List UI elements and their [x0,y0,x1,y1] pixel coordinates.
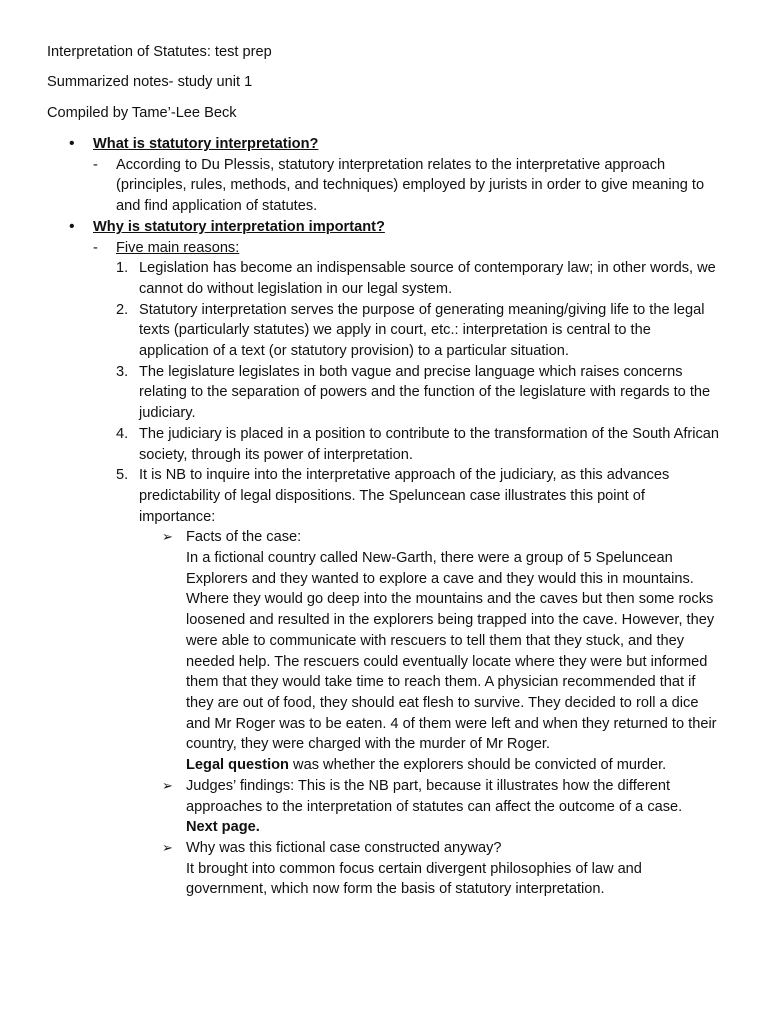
reason-text: It is NB to inquire into the interpretative approach of the judiciary, as this advances predictability of legal dispositions. The Speluncean case illustrates this point of importance: [139,467,670,525]
reason-number: 1. [116,260,129,277]
reason-text: Legislation has become an indispensable source of contemporary law; in other words, we cannot do without legislation in our legal system. [139,260,716,297]
why-heading: Why was this fictional case constructed anyway? [186,839,502,856]
bullet-marker: • [69,135,75,152]
document-title: Interpretation of Statutes: test prep [47,44,272,60]
reason-text: The legislature legislates in both vague and precise language which raises concerns relating to the separation of powers and the function of the legislature with regards to the judiciary. [139,363,711,422]
reason-item [0,465,768,527]
reason-number: 4. [116,425,129,442]
section-heading-what: What is statutory interpretation? [93,136,319,152]
dash-marker: - [93,239,98,256]
why-text: It brought into common focus certain divergent philosophies of law and government, which now form the basis of statutory interpretation. [186,860,642,898]
facts-text: In a fictional country called New-Garth, there were a group of 5 Speluncean Explorers and they wanted to explore a cave and they would this in mountains. Where they would go deep into the mountains and the caves but then some rocks loosened and resulted in the explorers being trapped into the cave. However, they were able to communicate with rescuers to tell them that they stuck, and they needed help. The rescuers could eventually locate where they were but informed them that they would take time to reach them. A physician recommended that if they are out of food, they should eat flesh to survive. They decided to roll a dice and Mr Roger was to be eaten. 4 of them were left and when they returned to their country, they were charged with the murder of Mr Roger. [186,550,717,753]
document-subtitle: Summarized notes- study unit 1 [47,74,253,90]
section-why-important [0,217,768,238]
legal-question-label: Legal question [186,757,289,774]
document-author: Compiled by Tame’-Lee Beck [47,105,237,121]
notes-body [0,134,768,900]
facts-heading: Facts of the case: [186,529,302,546]
arrow-marker: ➢ [162,839,173,855]
bullet-marker: • [69,217,75,235]
legal-question [186,755,722,776]
section-heading-why: Why is statutory interpretation important? [93,218,385,235]
legal-question-text: was whether the explorers should be convicted of murder. [288,757,667,774]
reason-number: 3. [116,363,129,380]
reason-number: 2. [116,301,129,318]
reason-text: The judiciary is placed in a position to contribute to the transformation of the South African society, through its power of interpretation. [139,425,720,463]
arrow-marker: ➢ [162,529,173,545]
definition-item [0,155,768,217]
reason-item [0,300,768,362]
reason-item [0,258,768,299]
reasons-heading: Five main reasons: [116,239,240,256]
section-what-is [0,134,768,155]
next-page-note: Next page. [186,819,260,836]
definition-text: According to Du Plessis, statutory interpretation relates to the interpretative approach (principles, rules, methods, and techniques) employed by jurists in order to give meaning to and find application of statutes. [116,156,705,215]
why-item [0,838,768,859]
facts-item [0,527,768,548]
arrow-marker: ➢ [162,777,173,793]
reasons-intro [0,238,768,259]
dash-marker: - [93,156,98,173]
judges-item [0,776,768,817]
reason-item [0,424,768,465]
judges-text: Judges’ findings: This is the NB part, because it illustrates how the different approaches to the interpretation of statutes can affect the outcome of a case. [186,777,683,815]
reason-item [0,362,768,424]
reason-text: Statutory interpretation serves the purpose of generating meaning/giving life to the legal texts (particularly statutes) we apply in court, etc.: interpretation is central to the application of a text (or statutory provision) to a particular situation. [139,301,705,360]
reason-number: 5. [116,467,129,484]
